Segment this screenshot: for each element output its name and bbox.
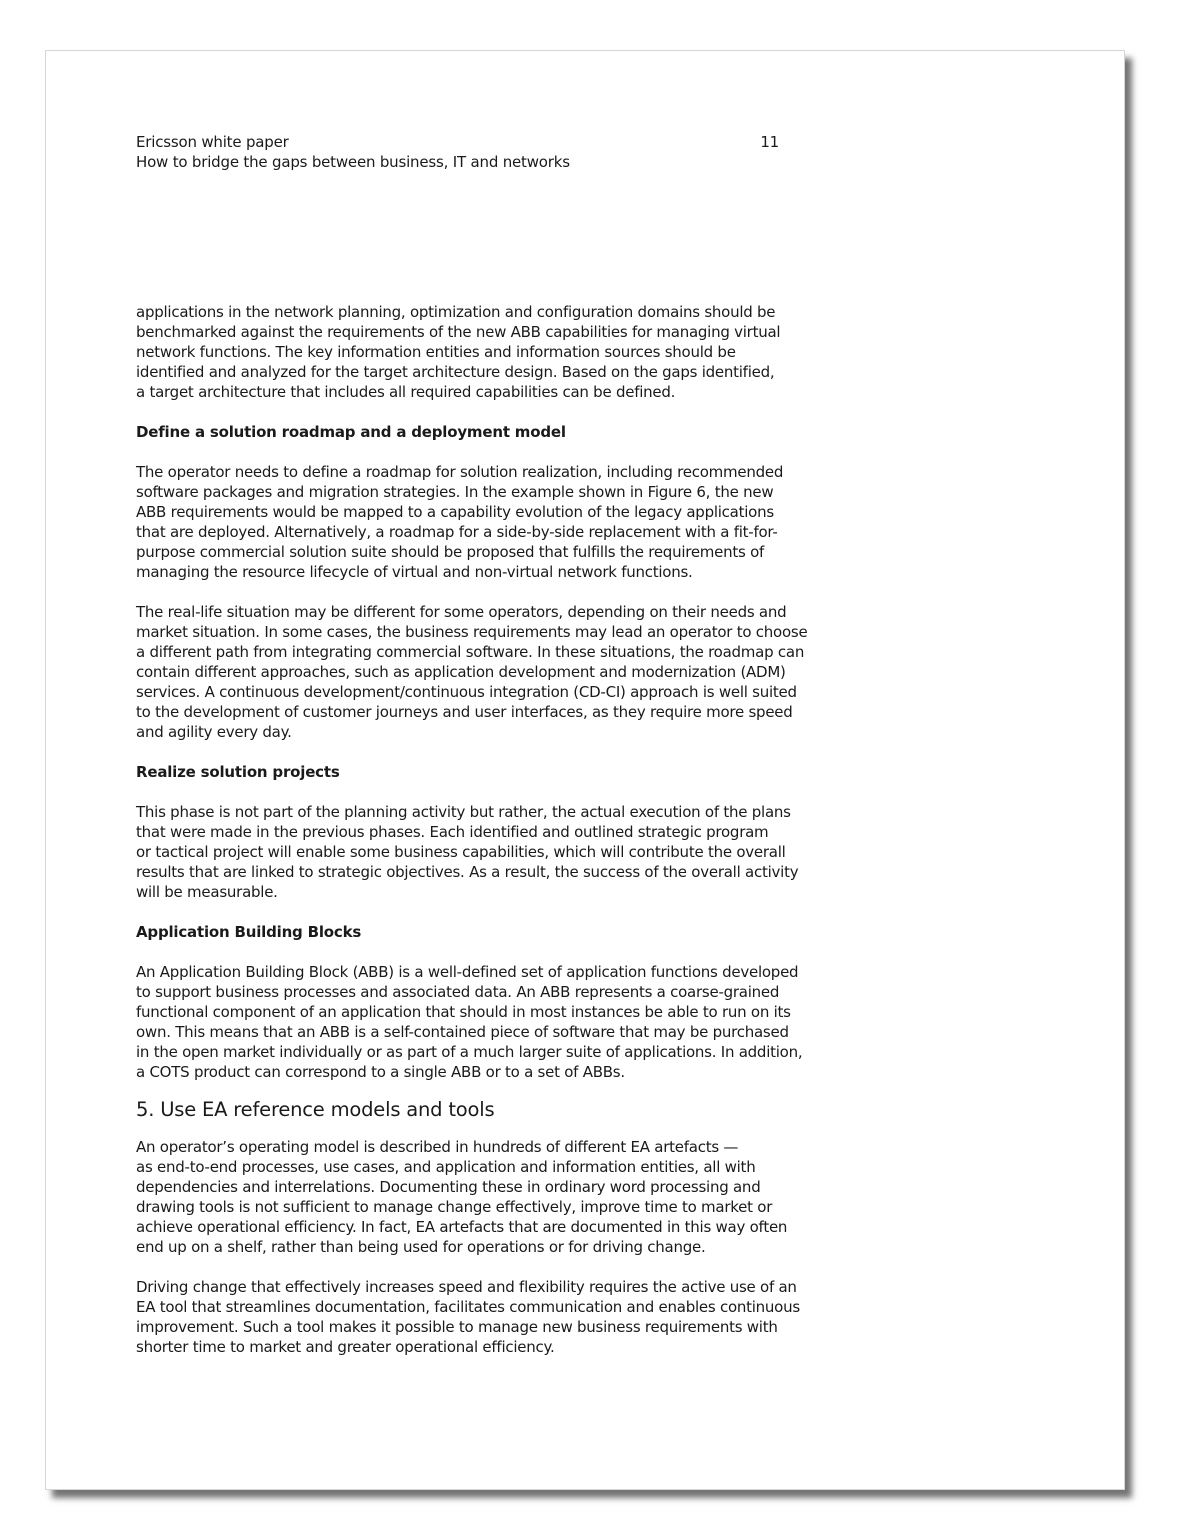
heading-realize-projects: Realize solution projects: [136, 763, 340, 781]
header-doc-type: Ericsson white paper: [136, 133, 289, 151]
page-number: 11: [760, 133, 779, 151]
heading-solution-roadmap: Define a solution roadmap and a deployment model: [136, 423, 566, 441]
paragraph-real-life-situation: The real-life situation may be different for some operators, depending on their needs and market situation. In some cases, the business requirements may lead an operator to choose a different path from integrating commercial software. In these situations, the roadmap can contain different approaches, such as application development and modernization (ADM) services. A continuous development/continuous integration (CD-CI) approach is well suited to the development of customer journeys and user interfaces, as they require more speed and agility every day.: [136, 603, 808, 741]
paragraph-execution-phase: This phase is not part of the planning activity but rather, the actual execution of the plans that were made in the previous phases. Each identified and outlined strategic program or tactical project will enable some business capabilities, which will contribute the overall results that are linked to strategic objectives. As a result, the success of the overall activity will be measurable.: [136, 803, 799, 901]
paragraph-roadmap: The operator needs to define a roadmap for solution realization, including recommended software packages and migration strategies. In the example shown in Figure 6, the new ABB requirements would be mapped to a capability evolution of the legacy applications that are deployed. Alternatively, a roadmap for a side-by-side replacement with a fit-for- purpose commercial solution suite should be proposed that fulfills the requirements of managing the resource lifecycle of virtual and non-virtual network functions.: [136, 463, 784, 581]
paragraph-operating-model: An operator’s operating model is described in hundreds of different EA artefacts — as end-to-end processes, use cases, and application and information entities, all with dependencies and interrelations. Documenting these in ordinary word processing and drawing tools is not sufficient to manage change effectively, improve time to market or achieve operational efficiency. In fact, EA artefacts that are documented in this way often end up on a shelf, rather than being used for operations or for driving change.: [136, 1138, 788, 1256]
document-page: [45, 50, 1125, 1490]
header-doc-title: How to bridge the gaps between business, IT and networks: [136, 153, 570, 171]
page-header: [136, 132, 779, 172]
heading-application-building-blocks: Application Building Blocks: [136, 923, 362, 941]
section-heading-ea-models: 5. Use EA reference models and tools: [136, 1098, 495, 1121]
page-content: [136, 302, 836, 1377]
paragraph-target-architecture: applications in the network planning, optimization and configuration domains should be benchmarked against the requirements of the new ABB capabilities for managing virtual network functions. The key information entities and information sources should be identified and analyzed for the target architecture design. Based on the gaps identified, a target architecture that includes all required capabilities can be defined.: [136, 303, 781, 401]
paragraph-ea-tool: Driving change that effectively increases speed and flexibility requires the active use of an EA tool that streamlines documentation, facilitates communication and enables continuous improvement. Such a tool makes it possible to manage new business requirements with shorter time to market and greater operational efficiency.: [136, 1278, 800, 1356]
paragraph-abb-definition: An Application Building Block (ABB) is a well-defined set of application functions developed to support business processes and associated data. An ABB represents a coarse-grained functional component of an application that should in most instances be able to run on its own. This means that an ABB is a self-contained piece of software that may be purchased in the open market individually or as part of a much larger suite of applications. In addition, a COTS product can correspond to a single ABB or to a set of ABBs.: [136, 963, 803, 1081]
